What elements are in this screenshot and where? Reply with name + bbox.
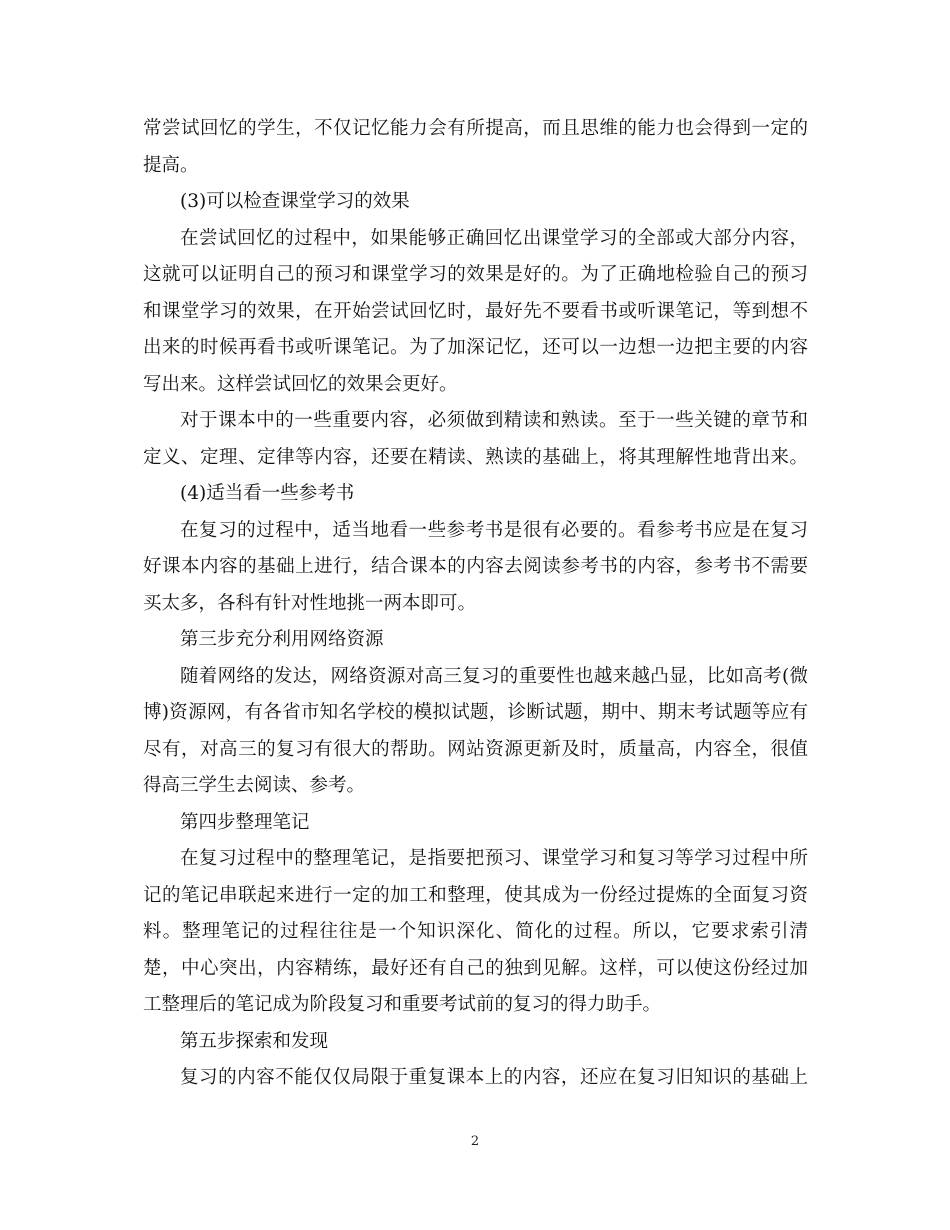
text-line: 常尝试回忆的学生，不仅记忆能力会有所提高，而且思维的能力也会得到一定的 [143, 118, 808, 139]
text-line: 在复习的过程中，适当地看一些参考书是很有必要的。看参考书应是在复习 [180, 519, 808, 541]
text-line: 这就可以证明自己的预习和课堂学习的效果是好的。为了正确地检验自己的预习 [143, 264, 808, 285]
page-number: 2 [470, 1134, 480, 1149]
text-line: 对于课本中的一些重要内容，必须做到精读和熟读。至于一些关键的章节和 [180, 410, 808, 431]
text-line: 买太多，各科有针对性地挑一两本即可。 [143, 592, 477, 614]
text-line: 第四步整理笔记 [180, 811, 310, 833]
text-line: 定义、定理、定律等内容，还要在精读、熟读的基础上，将其理解性地背出来。 [143, 446, 808, 468]
text-line: (3)可以检查课堂学习的效果 [180, 191, 410, 212]
body-text [143, 111, 808, 1097]
text-line: 复习的内容不能仅仅局限于重复课本上的内容，还应在复习旧知识的基础上 [180, 1067, 808, 1088]
text-line: 随着网络的发达，网络资源对高三复习的重要性也越来越凸显，比如高考(微 [180, 665, 808, 687]
text-line: 第五步探索和发现 [180, 1030, 329, 1052]
text-line: 在尝试回忆的过程中，如果能够正确回忆出课堂学习的全部或大部分内容， [180, 227, 808, 249]
text-line: 提高。 [143, 154, 199, 176]
text-line: 出来的时候再看书或听课笔记。为了加深记忆，还可以一边想一边把主要的内容 [143, 337, 808, 358]
text-line: 和课堂学习的效果，在开始尝试回忆时，最好先不要看书或听课笔记，等到想不 [143, 300, 808, 322]
text-line: 尽有，对高三的复习有很大的帮助。网站资源更新及时，质量高，内容全，很值 [143, 738, 808, 760]
text-line: 写出来。这样尝试回忆的效果会更好。 [143, 373, 458, 395]
text-line: 得高三学生去阅读、参考。 [143, 775, 366, 796]
text-line: (4)适当看一些参考书 [180, 483, 355, 504]
text-line: 第三步充分利用网络资源 [180, 629, 384, 650]
text-line: 记的笔记串联起来进行一定的加工和整理，使其成为一份经过提炼的全面复习资 [143, 884, 808, 906]
text-line: 好课本内容的基础上进行，结合课本的内容去阅读参考书的内容，参考书不需要 [143, 556, 808, 577]
text-line: 料。整理笔记的过程往往是一个知识深化、简化的过程。所以，它要求索引清 [143, 921, 808, 942]
text-line: 在复习过程中的整理笔记，是指要把预习、课堂学习和复习等学习过程中所 [180, 848, 808, 869]
text-line: 博)资源网，有各省市知名学校的模拟试题，诊断试题，期中、期末考试题等应有 [143, 702, 808, 723]
text-line: 工整理后的笔记成为阶段复习和重要考试前的复习的得力助手。 [143, 994, 662, 1015]
text-line: 楚，中心突出，内容精练，最好还有自己的独到见解。这样，可以使这份经过加 [143, 957, 808, 979]
